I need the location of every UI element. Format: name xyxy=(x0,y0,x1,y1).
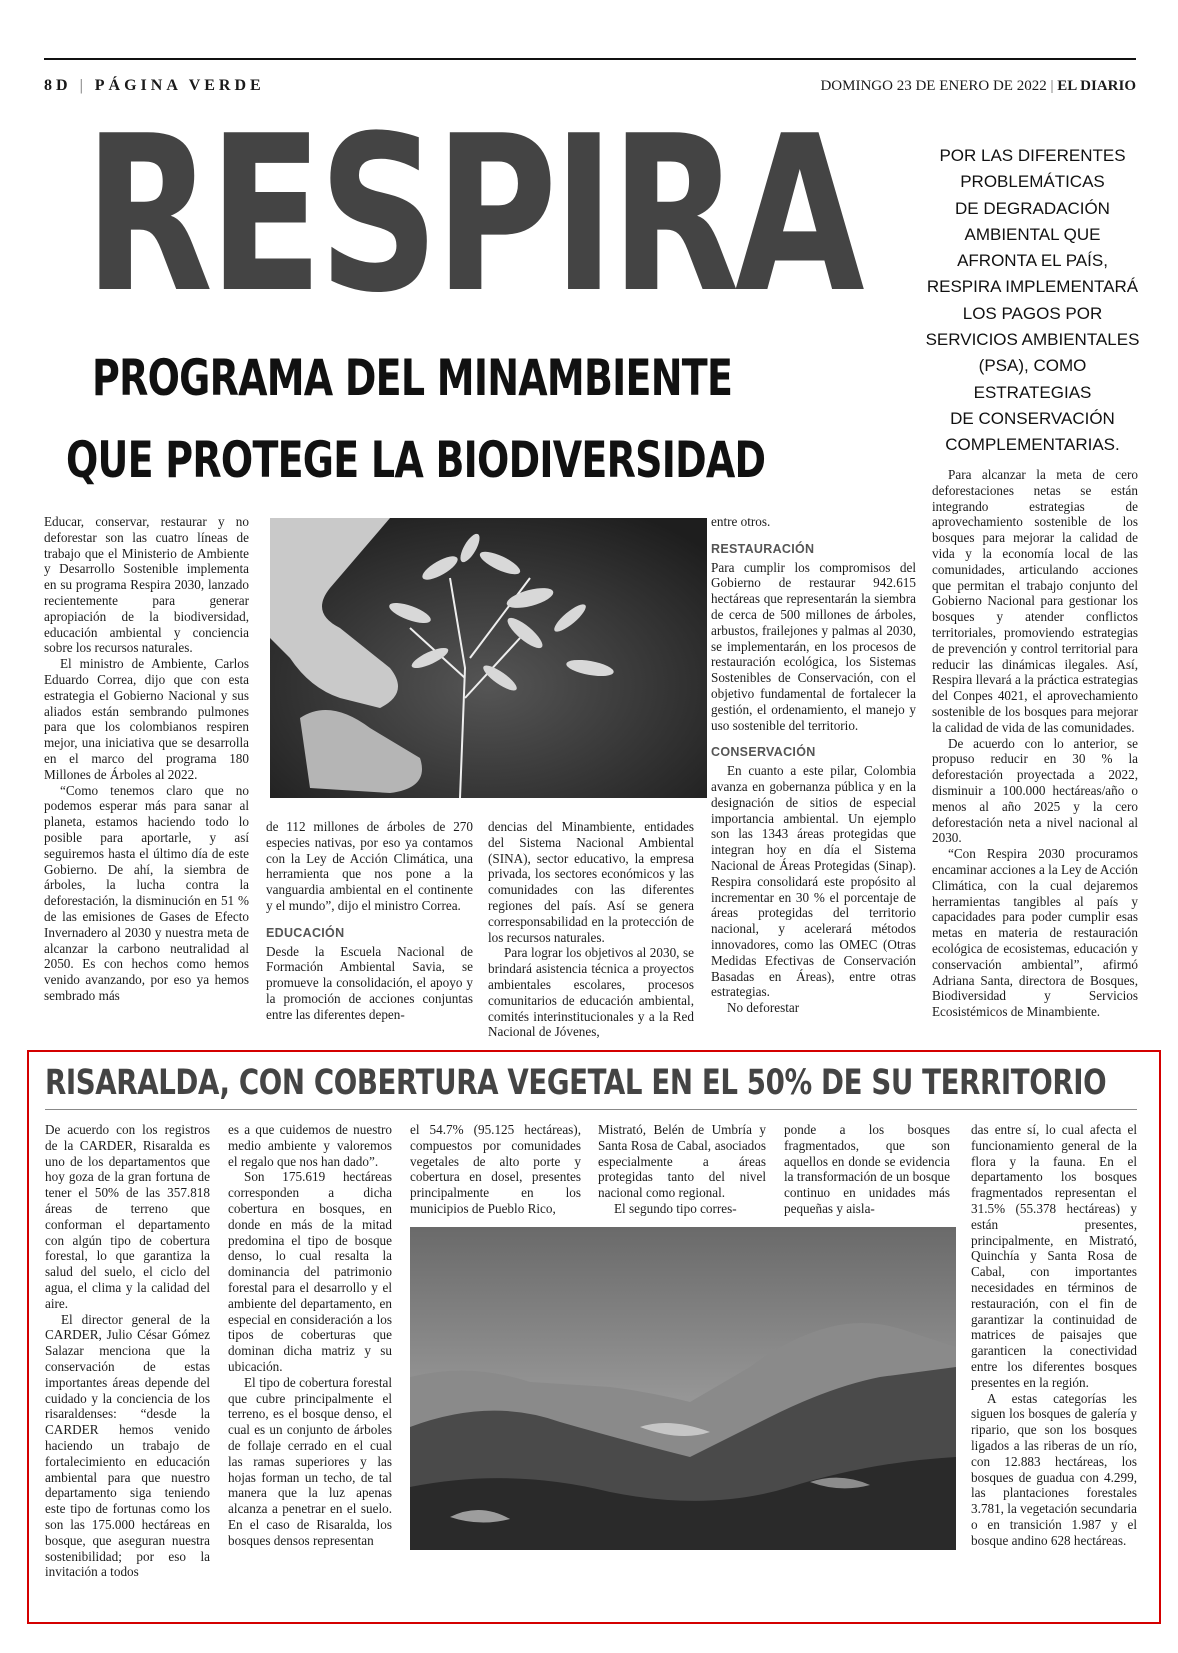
paragraph: dencias del Minambiente, entidades del Sistema Nacional Ambiental (SINA), sector educativo, la empresa privada, los sectores económicos y las comunidades con las diferentes regiones del país. Así se genera corresponsabilidad en la protección de los recursos naturales. xyxy=(488,819,694,945)
page-number: 8D xyxy=(44,77,72,94)
section-heading-conservacion: CONSERVACIÓN xyxy=(711,745,816,760)
article-title: RESPIRA xyxy=(84,89,860,340)
paragraph: El segundo tipo corres- xyxy=(614,1200,737,1216)
article-subtitle-line2: QUE PROTEGE LA BIODIVERSIDAD xyxy=(66,431,766,489)
paragraph: ponde a los bosques fragmentados, que son aquellos en donde se evidencia la transformación de un bosque continuo en unidades más pequeñas y aisla- xyxy=(784,1122,950,1216)
paragraph: El ministro de Ambiente, Carlos Eduardo Correa, dijo que con esta estrategia el Gobierno Nacional y sus aliados están sembrando pulmones para que los colombianos respiren mejor, una iniciativa que se desarrolla en el marco del programa 180 Millones de Árboles al 2022. xyxy=(44,656,249,782)
paragraph: De acuerdo con los registros de la CARDER, Risaralda es uno de los departamentos que hoy goza de la gran fortuna de tener el 50% de las 357.818 áreas de terreno que conforman el departamento con algún tipo de cobertura forestal, lo que garantiza la salud del suelo, el ciclo del agua, el clima y la calidad del aire. xyxy=(45,1122,210,1311)
header-separator: | xyxy=(1050,78,1054,94)
header-rule xyxy=(44,58,1136,60)
box-title: RISARALDA, CON COBERTURA VEGETAL EN EL 50% DE SU TERRITORIO xyxy=(45,1063,1107,1103)
article-column-1 xyxy=(44,514,249,1004)
article-column-2 xyxy=(266,819,473,1023)
paragraph: Desde la Escuela Nacional de Formación Ambiental Savia, se promueve la consolidación, el apoyo y la promoción de acciones conjuntas entre las diferentes depen- xyxy=(266,943,473,1022)
box-column-1 xyxy=(45,1122,210,1580)
paragraph: El tipo de cobertura forestal que cubre principalmente el terreno, es el bosque denso, el cual es un conjunto de árboles de follaje cerrado en el cual las ramas superiores y las hojas forman un techo, de tal manera que la luz apenas alcanza a penetrar en el suelo. En el caso de Risaralda, los bosques densos representan xyxy=(228,1374,392,1548)
box-column-3 xyxy=(410,1122,581,1217)
paragraph: Son 175.619 hectáreas corresponden a dicha cobertura en bosques, en donde en más de la mitad predomina el tipo de bosque denso, lo cual resalta la dominancia del patrimonio forestal para el desarrollo y el ambiente del departamento, en especial en consideración a los tipos de coberturas que dominan dicha matriz y su ubicación. xyxy=(228,1169,392,1374)
section-heading-restauracion: RESTAURACIÓN xyxy=(711,541,815,556)
article-subtitle-line1: PROGRAMA DEL MINAMBIENTE xyxy=(92,349,733,407)
box-column-5 xyxy=(784,1122,950,1217)
mountain-landscape-photo xyxy=(410,1227,956,1550)
header-separator: | xyxy=(79,77,87,94)
paragraph: es a que cuidemos de nuestro medio ambiente y valoremos el regalo que nos han dado”. xyxy=(228,1122,392,1169)
paragraph: “Con Respira 2030 procuramos encaminar acciones a la Ley de Acción Climática, con la cual dejaremos herramientas tangibles al país y capacidades para poder cumplir esas metas en materia de restauración ecológica de ecosistemas, educación y conservación ambiental”, afirmó Adriana Santa, directora de Bosques, Biodiversidad y Servicios Ecosistémicos de Minambiente. xyxy=(932,846,1138,1020)
article-lead: POR LAS DIFERENTES PROBLEMÁTICAS DE DEGRADACIÓN AMBIENTAL QUE AFRONTA EL PAÍS, RESPIRA IMPLEMENTARÁ LOS PAGOS POR SERVICIOS AMBIENTALES (PSA), COMO ESTRATEGIAS DE CONSERVACIÓN COMPLEMENTARIAS. xyxy=(925,146,1140,455)
publication-name: EL DIARIO xyxy=(1057,78,1136,94)
paragraph: En cuanto a este pilar, Colombia avanza en gobernanza pública y en la designación de sitios de especial importancia ambiental. Un ejemplo son las 1343 áreas protegidas que integran hoy en día el Sistema Nacional de Áreas Protegidas (Sinap). Respira consolidará este propósito al incrementar en 30 % el porcentaje de áreas protegidas del territorio nacional, y acelerará métodos innovadores, como las OMEC (Otras Medidas Efectivas de Conservación Basadas en Áreas), entre otras estrategias. xyxy=(711,763,916,1000)
paragraph: Para lograr los objetivos al 2030, se brindará asistencia técnica a proyectos ambientales escolares, procesos comunitarios de educación ambiental, comités interinstitucionales y a la Red Nacional de Jóvenes, xyxy=(488,945,694,1040)
box-column-6 xyxy=(971,1122,1137,1549)
page-header-right xyxy=(820,76,1136,96)
paragraph: entre otros. xyxy=(711,514,771,529)
section-name: PÁGINA VERDE xyxy=(94,77,265,94)
paragraph: el 54.7% (95.125 hectáreas), compuestos por comunidades vegetales de alto porte y cobertura en dosel, presentes principalmente en los municipios de Pueblo Rico, xyxy=(410,1122,581,1216)
paragraph: Para cumplir los compromisos del Gobierno de restaurar 942.615 hectáreas que representarán la siembra de cerca de 500 millones de árboles, arbustos, frailejones y palmas al 2030, se implementarán, en los procesos de restauración ecológica, los Sistemas Sostenibles de Conservación, con el objetivo fundamental de fortalecer la gestión, el ordenamiento, el manejo y uso sostenible del territorio. xyxy=(711,559,916,733)
paragraph: A estas categorías les siguen los bosques de galería y ripario, que son los bosques ligados a las riberas de un río, con 12.883 hectáreas, los bosques de guadua con 4.299, las plantaciones forestales 3.781, la vegetación secundaria o en transición 1.987 y el bosque andino 628 hectáreas. xyxy=(971,1390,1137,1548)
planting-photo xyxy=(270,518,707,798)
paragraph: “Como tenemos claro que no podemos esperar más para sanar al planeta, estamos haciendo todo lo posible para aportarle, y así seguiremos hasta el último día de este Gobierno. De ahí, la siembra de árboles, la lucha contra la deforestación, la disminución en 51 % de las emisiones de Gases de Efecto Invernadero al 2030 y nuestra meta de alcanzar la carbono neutralidad al 2050. Es con hechos como hemos venido avanzando, por eso ya hemos sembrado más xyxy=(44,782,249,1003)
paragraph: Educar, conservar, restaurar y no deforestar son las cuatro líneas de trabajo que el Ministerio de Ambiente y Desarrollo Sostenible implementa en su programa Respira 2030, lanzado recientemente para generar apropiación de la biodiversidad, educación ambiental y conciencia sobre los recursos naturales. xyxy=(44,514,249,656)
paragraph: de 112 millones de árboles de 270 especies nativas, por eso ya contamos con la Ley de Acción Climática, una herramienta que nos pone a la vanguardia ambiental en el continente y el mundo”, dijo el ministro Correa. xyxy=(266,819,473,913)
paragraph: No deforestar xyxy=(727,1000,800,1016)
box-column-4 xyxy=(598,1122,766,1217)
article-column-5 xyxy=(932,467,1138,1020)
section-heading-educacion: EDUCACIÓN xyxy=(266,925,345,940)
issue-date: DOMINGO 23 DE ENERO DE 2022 xyxy=(820,78,1047,94)
article-column-4 xyxy=(711,514,916,1016)
paragraph: De acuerdo con lo anterior, se propuso reducir en 30 % la deforestación proyectada a 2022, disminuir a 100.000 hectáreas/año o menos al año 2025 y la cero deforestación neta a nivel nacional al 2030. xyxy=(932,735,1138,846)
box-column-2 xyxy=(228,1122,392,1549)
paragraph: das entre sí, lo cual afecta el funcionamiento general de la flora y la fauna. En el departamento los bosques fragmentados representan el 31.5% (55.378 hectáreas) y están presentes, principalmente, en Mistrató, Quinchía y Santa Rosa de Cabal, con importantes necesidades en términos de restauración, con el fin de garantizar la continuidad de matrices de paisajes que garanticen la conectividad entre los diferentes bosques presentes en la región. xyxy=(971,1122,1137,1390)
paragraph: El director general de la CARDER, Julio César Gómez Salazar menciona que la conservación de estas importantes áreas depende del cuidado y la conciencia de los risaraldenses: “desde la CARDER hemos venido haciendo un trabajo de fortalecimiento en educación ambiental para que nuestro departamento siga teniendo este tipo de fortunas como los son las 175.000 hectáreas en bosque, que aseguran nuestra sostenibilidad; por eso la invitación a todos xyxy=(45,1311,210,1580)
article-column-3 xyxy=(488,819,694,1040)
box-title-rule xyxy=(45,1109,1137,1110)
paragraph: Mistrató, Belén de Umbría y Santa Rosa de Cabal, asociados especialmente a áreas protegidas tanto del nivel nacional como regional. xyxy=(598,1122,766,1201)
paragraph: Para alcanzar la meta de cero deforestaciones netas se están integrando estrategias de aprovechamiento sostenible de los bosques para mejorar la calidad de vida y la economía local de las comunidades, articulando acciones que permitan el trabajo conjunto del Gobierno Nacional para gestionar los bosques y atender conflictos territoriales, promoviendo estrategias de prevención y control territorial para reducir las dinámicas ilegales. Así, Respira llevará a la práctica estrategias del Conpes 4021, el aprovechamiento sostenible de los bosques para mejorar la calidad de vida de las comunidades. xyxy=(932,467,1138,735)
